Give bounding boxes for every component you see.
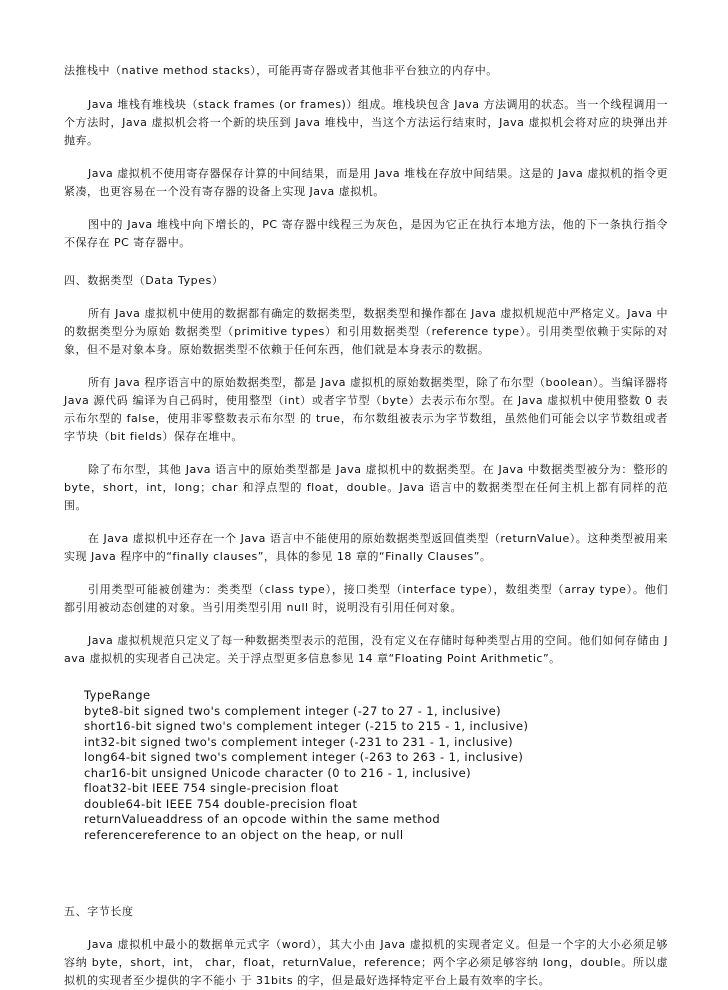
type-range-row: short16-bit signed two's complement integer (-215 to 215 - 1, inclusive) [84,719,529,733]
paragraph-primitive-types: 所有 Java 程序语言中的原始数据类型，都是 Java 虚拟机的原始数据类型，除了布尔型（boolean）。当编译器将 Java 源代码 编译为自己码时，使用整型（int）或者字节型（byte）去表示布尔型。在 Java 虚拟机中使用整数 0 表示布尔型的 false，使用非零整数表示布尔型 的 true，布尔数组被表示为字节数组，虽然他们可能会以字节数组或者字节块（bit fields）保存在堆中。 [64,376,668,443]
paragraph-boolean-note: 除了布尔型，其他 Java 语言中的原始类型都是 Java 虚拟机中的数据类型。在 Java 中数据类型被分为：整形的 byte，short，int，long；char 和浮点型的 float，double。Java 语言中的数据类型在任何主机上都有同样的范围。 [64,463,668,512]
type-range-row: referencereference to an object on the heap, or null [84,827,404,842]
paragraph-return-value: 在 Java 虚拟机中还存在一个 Java 语言中不能使用的原始数据类型返回值类型（returnValue）。这种类型被用来实现 Java 程序中的“finally clauses”，具体的参见 18 章的“Finally Clauses”。 [64,532,668,563]
paragraph-word-size: Java 虚拟机中最小的数据单元式字（word），其大小由 Java 虚拟机的实现者定义。但是一个字的大小必须足够容纳 byte，short，int， char，float，returnValue，reference；两个字必须足够容纳 long，double。所以虚拟机的实现者至少提供的字不能小 于 31bits 的字，但是最好选择特定平台上最有效率的字长。 [64,938,668,987]
paragraph-no-registers: Java 虚拟机不使用寄存器保存计算的中间结果，而是用 Java 堆栈在存放中间结果。这是的 Java 虚拟机的指令更紧凑，也更容易在一个没有寄存器的设备上实现 Java 虚拟机。 [64,167,668,198]
type-range-row: int32-bit signed two's complement integer (-231 to 231 - 1, inclusive) [84,734,514,749]
type-range-row: char16-bit unsigned Unicode character (0 to 216 - 1, inclusive) [84,765,471,780]
section-spacer [64,843,668,883]
type-range-row: returnValueaddress of an opcode within the same method [84,812,441,826]
paragraph-pc-register: 图中的 Java 堆栈中向下增长的，PC 寄存器中线程三为灰色，是因为它正在执行本地方法，他的下一条执行指令不保存在 PC 寄存器中。 [64,218,668,249]
section-heading-data-types: 四、数据类型（Data Types） [64,274,224,287]
type-range-row: float32-bit IEEE 754 single-precision float [84,781,339,795]
type-range-row: byte8-bit signed two's complement integer (-27 to 27 - 1, inclusive) [84,703,501,718]
type-range-row: long64-bit signed two's complement integer (-263 to 263 - 1, inclusive) [84,750,524,764]
paragraph-range-spec: Java 虚拟机规范只定义了每一种数据类型表示的范围，没有定义在存储时每种类型占用的空间。他们如何存储由 Java 虚拟机的实现者自己决定。关于浮点型更多信息参见 14 章“Floating Point Arithmetic”。 [64,634,668,665]
paragraph-data-types-intro: 所有 Java 虚拟机中使用的数据都有确定的数据类型，数据类型和操作都在 Java 虚拟机规范中严格定义。Java 中的数据类型分为原始 数据类型（primitive types）和引用数据类型（reference type）。引用类型依赖于实际的对象，但不是对象本身。原始数据类型不依赖于任何东西，他们就是本身表示的数据。 [64,307,668,356]
type-range-header: TypeRange [84,688,151,702]
paragraph-reference-types: 引用类型可能被创建为：类类型（class type），接口类型（interface type），数组类型（array type）。他们都引用被动态创建的对象。当引用类型引用 null 时，说明没有引用任何对象。 [64,583,668,614]
paragraph-native-stacks: 法推栈中（native method stacks），可能再寄存器或者其他非平台独立的内存中。 [64,64,498,77]
paragraph-stack-frames: Java 堆栈有堆栈块（stack frames (or frames)）组成。堆栈块包含 Java 方法调用的状态。当一个线程调用一个方法时，Java 虚拟机会将一个新的块压到 Java 堆栈中，当这个方法运行结束时，Java 虚拟机会将对应的块弹出并抛弃。 [64,98,668,147]
section-heading-word-size: 五、字节长度 [64,905,134,918]
type-range-table [84,688,668,843]
type-range-row: double64-bit IEEE 754 double-precision float [84,796,358,811]
